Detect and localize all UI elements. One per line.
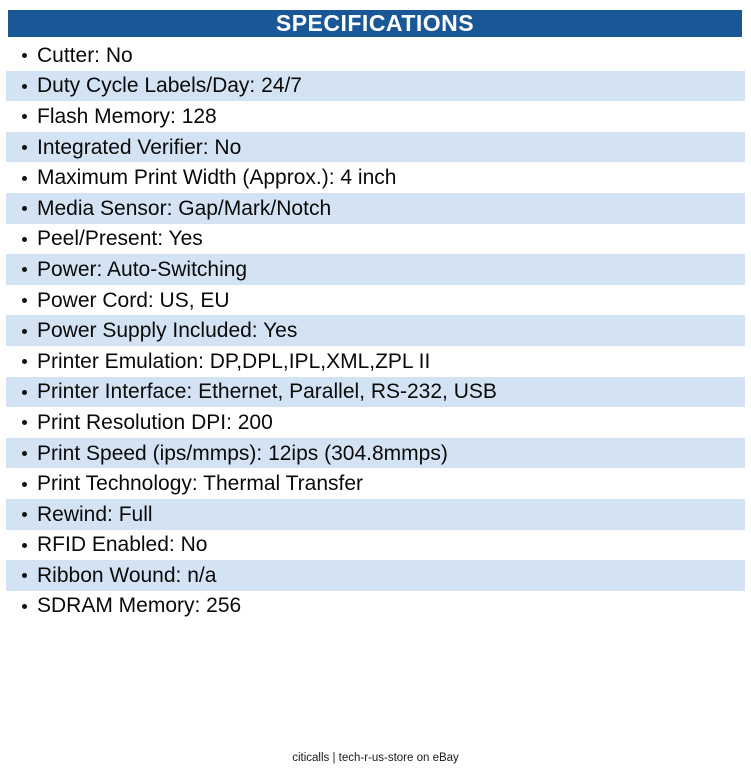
spec-text: Duty Cycle Labels/Day: 24/7: [37, 74, 302, 98]
spec-row: [6, 530, 745, 561]
bullet-icon: [22, 329, 27, 334]
bullet-icon: [22, 543, 27, 548]
spec-row: [6, 315, 745, 346]
footer: [0, 748, 751, 766]
bullet-icon: [22, 84, 27, 89]
spec-row: [6, 560, 745, 591]
bullet-icon: [22, 114, 27, 119]
spec-row: [6, 71, 745, 102]
bullet-icon: [22, 298, 27, 303]
footer-credit-text: citicalls | tech-r-us-store on eBay: [292, 752, 459, 764]
spec-row: [6, 346, 745, 377]
spec-text: Power Supply Included: Yes: [37, 319, 298, 343]
bullet-icon: [22, 573, 27, 578]
bullet-icon: [22, 420, 27, 425]
spec-row: [6, 193, 745, 224]
spec-text: Print Resolution DPI: 200: [37, 410, 273, 434]
spec-text: Printer Emulation: DP,DPL,IPL,XML,ZPL II: [37, 349, 431, 373]
spec-row: [6, 591, 745, 622]
bullet-icon: [22, 176, 27, 181]
spec-row: [6, 438, 745, 469]
bullet-icon: [22, 53, 27, 58]
spec-text: Rewind: Full: [37, 502, 153, 526]
bullet-icon: [22, 145, 27, 150]
specifications-header-bar: [8, 10, 742, 37]
spec-text: Power Cord: US, EU: [37, 288, 230, 312]
spec-text: Power: Auto-Switching: [37, 257, 248, 281]
spec-text: Integrated Verifier: No: [37, 135, 242, 159]
spec-text: Maximum Print Width (Approx.): 4 inch: [37, 166, 397, 190]
spec-text: Flash Memory: 128: [37, 104, 217, 128]
bullet-icon: [22, 206, 27, 211]
spec-text: RFID Enabled: No: [37, 533, 208, 557]
bullet-icon: [22, 390, 27, 395]
bullet-icon: [22, 237, 27, 242]
spec-row: [6, 40, 745, 71]
spec-row: [6, 468, 745, 499]
bullet-icon: [22, 482, 27, 487]
spec-text: Cutter: No: [37, 43, 133, 67]
bullet-icon: [22, 359, 27, 364]
spec-row: [6, 407, 745, 438]
page-title: SPECIFICATIONS: [275, 10, 475, 36]
spec-text: Print Speed (ips/mmps): 12ips (304.8mmps): [37, 441, 448, 465]
bullet-icon: [22, 512, 27, 517]
spec-row: [6, 254, 745, 285]
spec-text: Printer Interface: Ethernet, Parallel, RS-232, USB: [37, 380, 497, 404]
spec-row: [6, 162, 745, 193]
spec-row: [6, 377, 745, 408]
spec-row: [6, 132, 745, 163]
spec-row: [6, 101, 745, 132]
spec-text: Ribbon Wound: n/a: [37, 563, 217, 587]
spec-text: Media Sensor: Gap/Mark/Notch: [37, 196, 332, 220]
bullet-icon: [22, 451, 27, 456]
spec-list: [0, 40, 751, 621]
spec-text: Print Technology: Thermal Transfer: [37, 472, 364, 496]
spec-text: SDRAM Memory: 256: [37, 594, 242, 618]
spec-row: [6, 499, 745, 530]
bullet-icon: [22, 604, 27, 609]
spec-text: Peel/Present: Yes: [37, 227, 203, 251]
spec-row: [6, 285, 745, 316]
bullet-icon: [22, 267, 27, 272]
spec-row: [6, 224, 745, 255]
